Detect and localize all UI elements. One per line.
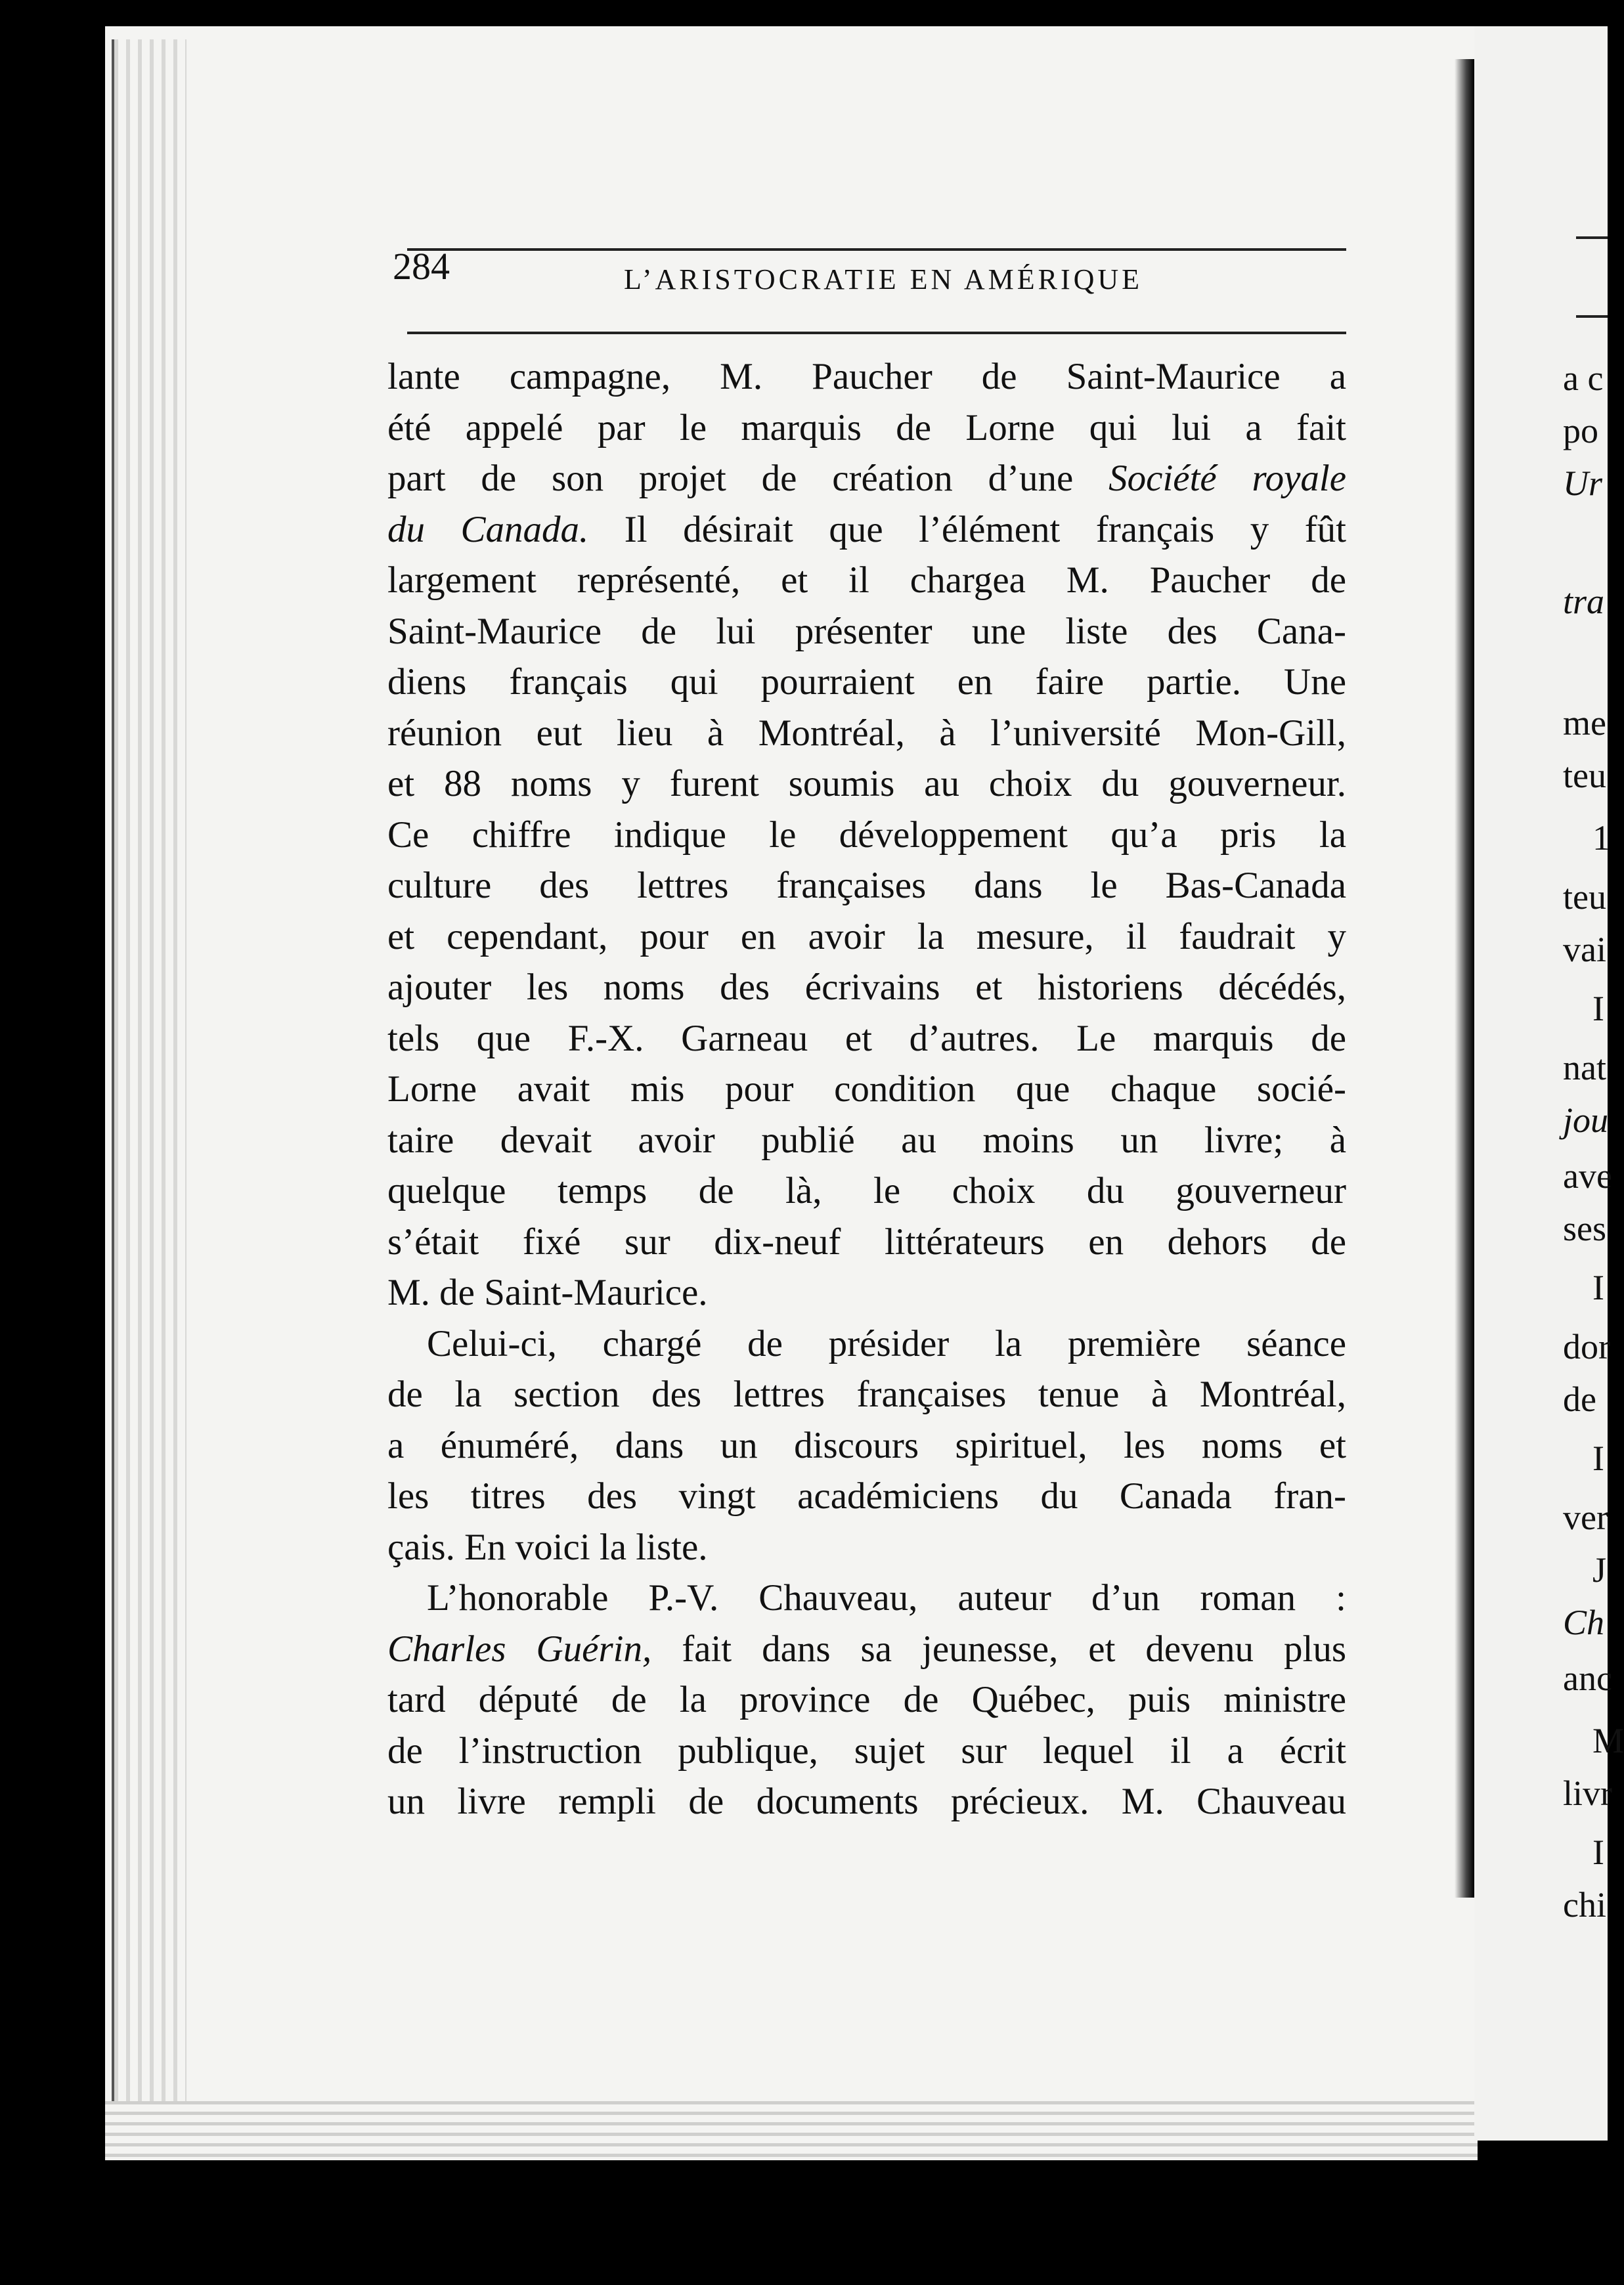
right-text-fragment: Ch bbox=[1563, 1603, 1605, 1642]
text-line: les titres des vingt académiciens du Canada fran- bbox=[387, 1475, 1346, 1517]
italic-title: du Canada. bbox=[387, 508, 589, 550]
right-text-fragment: I bbox=[1592, 1268, 1604, 1307]
running-head: L’ARISTOCRATIE EN AMÉRIQUE bbox=[624, 263, 1143, 295]
right-text-fragment: Ur bbox=[1563, 464, 1603, 503]
text-line: de la section des lettres françaises tenue à Montréal, bbox=[387, 1374, 1346, 1415]
right-text-fragment: vai bbox=[1563, 930, 1606, 969]
text-line: été appelé par le marquis de Lorne qui lui a fait bbox=[387, 406, 1346, 448]
header-rule-top bbox=[407, 248, 1346, 251]
right-text-fragment: chi bbox=[1563, 1885, 1606, 1925]
right-text-fragment: de bbox=[1563, 1380, 1596, 1419]
text-line: ajouter les noms des écrivains et historiens décédés, bbox=[387, 967, 1346, 1008]
text-line: Ce chiffre indique le développement qu’a pris la bbox=[387, 814, 1346, 856]
text-line: taire devait avoir publié au moins un livre; à bbox=[387, 1119, 1346, 1161]
text-line: de l’instruction publique, sujet sur lequel il a écrit bbox=[387, 1730, 1346, 1772]
italic-title: Société royale bbox=[1108, 458, 1347, 499]
text-line: Charles Guérin, fait dans sa jeunesse, et devenu plus bbox=[387, 1628, 1346, 1670]
text-line: réunion eut lieu à Montréal, à l’université Mon-Gill, bbox=[387, 712, 1346, 754]
text-line: diens français qui pourraient en faire partie. Une bbox=[387, 661, 1346, 703]
text-line: et 88 noms y furent soumis au choix du gouverneur. bbox=[387, 763, 1346, 804]
text-line: tels que F.-X. Garneau et d’autres. Le marquis de bbox=[387, 1017, 1346, 1059]
text-line: culture des lettres françaises dans le Bas-Canada bbox=[387, 865, 1346, 906]
text-line: un livre rempli de documents précieux. M. Chauveau bbox=[387, 1781, 1346, 1822]
right-text-fragment: livr bbox=[1563, 1774, 1612, 1813]
text-line: et cependant, pour en avoir la mesure, il faudrait y bbox=[387, 915, 1346, 957]
book-page-edges bbox=[112, 39, 187, 2160]
body-text bbox=[387, 351, 1346, 1827]
right-text-fragment: ses bbox=[1563, 1209, 1606, 1248]
right-text-fragment: dor bbox=[1563, 1327, 1610, 1366]
right-text-fragment: ave bbox=[1563, 1156, 1612, 1196]
right-text-fragment: J bbox=[1592, 1550, 1607, 1590]
right-text-fragment: I bbox=[1592, 989, 1604, 1028]
text-line: L’honorable P.-V. Chauveau, auteur d’un roman : bbox=[427, 1577, 1346, 1619]
right-text-fragment: teu bbox=[1563, 756, 1606, 795]
right-text-fragment: tra bbox=[1563, 582, 1605, 621]
book-gutter bbox=[1455, 59, 1474, 1898]
text-line: Saint-Maurice de lui présenter une liste des Cana- bbox=[387, 610, 1346, 652]
text-line: Celui-ci, chargé de présider la première séance bbox=[427, 1322, 1346, 1364]
right-text-fragment: M bbox=[1592, 1721, 1624, 1760]
right-text-fragment: ver bbox=[1563, 1498, 1608, 1537]
right-text-fragment: po bbox=[1563, 411, 1598, 450]
right-text-fragment: teu bbox=[1563, 877, 1606, 917]
text-line: a énuméré, dans un discours spirituel, les noms et bbox=[387, 1424, 1346, 1466]
right-text-fragment: 1 bbox=[1592, 818, 1610, 858]
text-line: Lorne avait mis pour condition que chaque socié- bbox=[387, 1068, 1346, 1110]
right-text-fragment: jou bbox=[1563, 1100, 1609, 1140]
right-header-rule-top bbox=[1576, 236, 1608, 239]
text-line: lante campagne, M. Paucher de Saint-Maurice a bbox=[387, 356, 1346, 397]
right-text-fragment: anc bbox=[1563, 1659, 1612, 1698]
right-text-fragment: nat bbox=[1563, 1048, 1606, 1087]
text-line: part de son projet de création d’une Société royale bbox=[387, 458, 1347, 499]
right-text-fragment: me bbox=[1563, 703, 1606, 743]
italic-title: Charles Guérin, bbox=[387, 1628, 652, 1670]
text-line: tard député de la province de Québec, puis ministre bbox=[387, 1679, 1346, 1720]
header-rule-bottom bbox=[407, 332, 1346, 334]
text-line: quelque temps de là, le choix du gouverneur bbox=[387, 1170, 1346, 1211]
text-line: du Canada. Il désirait que l’élément français y fût bbox=[387, 508, 1347, 550]
text-line: s’était fixé sur dix-neuf littérateurs en dehors de bbox=[387, 1221, 1346, 1263]
right-header-rule-bottom bbox=[1576, 315, 1608, 318]
right-text-fragment: I bbox=[1592, 1833, 1604, 1872]
right-text-fragment: a c bbox=[1563, 359, 1604, 398]
text-line: largement représenté, et il chargea M. Paucher de bbox=[387, 559, 1346, 601]
text-line: M. de Saint-Maurice. bbox=[387, 1272, 708, 1313]
book-bottom-edges bbox=[105, 2101, 1478, 2160]
text-line: çais. En voici la liste. bbox=[387, 1526, 708, 1568]
right-text-fragment: I bbox=[1592, 1439, 1604, 1478]
page-number: 284 bbox=[393, 245, 450, 288]
